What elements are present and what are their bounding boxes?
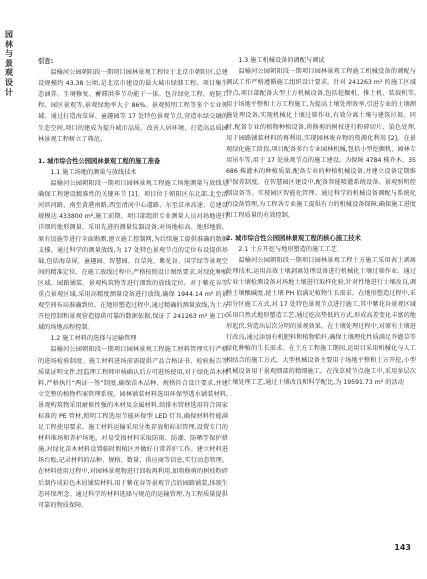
subsection-2-1-title: 2.1 土方开挖与地形塑造的施工工艺 bbox=[238, 245, 337, 253]
intro-heading: 引言: bbox=[38, 58, 54, 65]
subsection-1-1-paragraph: 温榆河公园朝阳段一期项目园林景观工程施工场地测量与放线是确保工程建设精准性的关键环节 [1]。项目位于朝阳区东北部,北至清河滨河路、南至黄港南路,西至清河中心道路、东至京承高速、总建设规模达 433800 m²,施工前期、项目部组织专业测量人员对场地进行详细的地形测量。采用先进的测量仪器设备,对场地标高、地形地貌、原有设施等进行全面勘测,建立施工控制网,为后续施工提供准确的数据支撑。通过科学的测量放线,为 17 处特色景观节点的定位布设提供基础,包括海草屏、童趣园、智慧园、百草苑、紫花谷、国学绿等景观空间的精准定位。在施工放线过程中,严格按照设计图纸要求,对绿化种植区域、园路铺装、景观构筑物等进行细致的放线定位。对于紫花谷等重点景观区域,采用高精度测量设备进行放线,确保 1944.14 m² 的景观空间布局准确到位。在地形塑造过程中,通过精确的测量放线,为土方开挖控制和景观营造提供可靠的数据依据,保证了 241263 m² 施工区域的场地高程控制。 bbox=[38, 180, 228, 332]
section-2-title: 2. 城市综合性公园园林景观工程的核心施工技术 bbox=[226, 234, 361, 242]
subsection-1-3-title: 1.3 施工机械设备的调配与调试 bbox=[238, 57, 325, 64]
brand-char: 林 bbox=[5, 39, 13, 49]
brand-char: 计 bbox=[5, 87, 13, 97]
left-column bbox=[38, 56, 228, 511]
magazine-brand-vertical bbox=[2, 30, 16, 150]
page-number: 143 bbox=[394, 543, 411, 552]
subsection-1-2-paragraph: 温榆河公园朝阳段一期项目园林景观工程施工材料管理实行严格的进场检验制度。施工材料进场前需提供产品合格证书、检验报告等质量证明文件,经监理工程师审核确认后方可进场使用,对于绿化苗木材料,严格执行“两证一签”制度,确保苗木品种、规格符合设计要求,并建立完整的植物档案管理系统。园林铺装材料选用环保型透水铺装材料,景观构筑物采用耐候性强的木材及金属材料,给排水管材选用符合国家标准的 PE 管材,照明工程选用节能环保型 LED 灯具,确保材料性能满足工程使用要求。施工材料运输采用分类存放和标识管理,设置专门的材料堆场和养护场地。对易受损材料采取防雨、防潮、防晒等保护措施,对绿化苗木材料设置临时假植区并做好日常养护工作。建立材料进场台账,记录材料的品种、规格、数量、供应商等信息,实行动态管理。在材料使用过程中,对园林景观物进行回收再利用,如将修剪的树枝粉碎后制作成彩色木屑铺装材料,用于紫花谷等景观节点的园路铺装,体现生态环保理念。通过科学的材料选择与规范的运输管理,为工程质量提供可靠的物质保障。 bbox=[38, 346, 228, 509]
brand-char: 设 bbox=[5, 77, 13, 87]
brand-char: 园 bbox=[5, 30, 13, 39]
section-1-title: 1. 城市综合性公园园林景观工程的施工准备 bbox=[38, 157, 161, 165]
brand-char: 与 bbox=[5, 49, 13, 59]
brand-char: 观 bbox=[5, 68, 13, 78]
intro-paragraph: 温榆河公园朝阳段一期项目园林景观工程位于北京市朝阳区,总建设规模约 43.38 公顷,是北京市建设的最大城市绿肺工程。项目集生态涵养、生境修复、蓄滞洪季节功能于一体。包含绿化工程、庭院工程、园区景观等,景观绿地率大于 86%。景观照明工程等多个专业领域。通过打造海草屏、童趣园等 17 处特色景观节点,营造水绿交融的生态空间,项目的建成为提升城市品质、改善人居环境、打造高品质园林景观工程树立了典范。 bbox=[38, 69, 228, 143]
right-column bbox=[226, 55, 416, 388]
subsection-2-1-paragraph: 温榆河公园朝阳段一期项目园林景观工程土方施工采用表土剥离处理技术,运用高效土壤剥离处理设备进行机械化土壤过筛作业。通过专业土壤检测设备对场地土壤进行取样化验,针对性地进行土壤改良,调整土壤酸碱度,使土壤 PH 值满足植物生长需求。在地形塑造过程中,采用分区施工方式,对 17 处特色景观节点进行施工,其中紫花谷景观区域采用自然式地形塑造工艺,通过挖高垫低的方式,形成高差变化丰富的地形起伏,营造出层次分明的景观效果。在土壤处理过程中,对原有土壤进行改良,通过添加有机肥料和植物秸秆,确保土壤理化性质满足乔灌草等绿化种植的生长需求。在土方工程施工期间,运用目采用机械化与人工相结合的施工方式。大型机械设备主要用于场地平整和土方开挖,小型机械设备用于景观细部的精细施工。在浅草坡节点施工中,采用多层次土壤处理工艺,通过土壤改良和科学配比,为 19591.73 m² 的活动 bbox=[226, 256, 416, 386]
subsection-1-2-title: 1.2 施工材料的选择与运输管理 bbox=[50, 335, 137, 343]
brand-char: 景 bbox=[5, 58, 13, 68]
subsection-1-3-paragraph: 温榆河公园朝阳段一期项目园林景观工程施工机械设备的调配与调试工作严格遵循施工组织设计要求。针对 241263 m² 的施工区域特点,项目部配备大型土方机械设备,包括挖掘机、推土机、装载机等,用于场地平整和土方工程施工,为提高土壤处理效率,引进专业的土壤测施处理设备,实现机械化土壤过筛作业,有效分离土壤与建筑垃圾。同时,配备专业的植物种植设备,将修剪的树枝进行粉碎切片、染色处理,用于园路铺装材料的再利用,实现园林废弃物的资源化利用 [2]。在景观绿化施工阶段,项目配备多台专业园林机械,包括小型挖掘机、园林专用吊车等,用于 17 处景观节点的施工建设。为保障 4784 株乔木、35686 株灌木的种植质量,配备专业的种植机械设备,并建立设备定期维护保养制度。在智慧园区建设中,配备智能喷灌系统设备、景观照明控制设备等。实现园区智能化管理。通过科学的机械设备调配与系统化的设备管理,为工程各专业施工提供有力的机械设备保障,确保施工进度和工程质量的有效控制。 bbox=[226, 68, 416, 220]
subsection-1-1-title: 1.1 施工场地的测量与放线技术 bbox=[50, 168, 137, 176]
